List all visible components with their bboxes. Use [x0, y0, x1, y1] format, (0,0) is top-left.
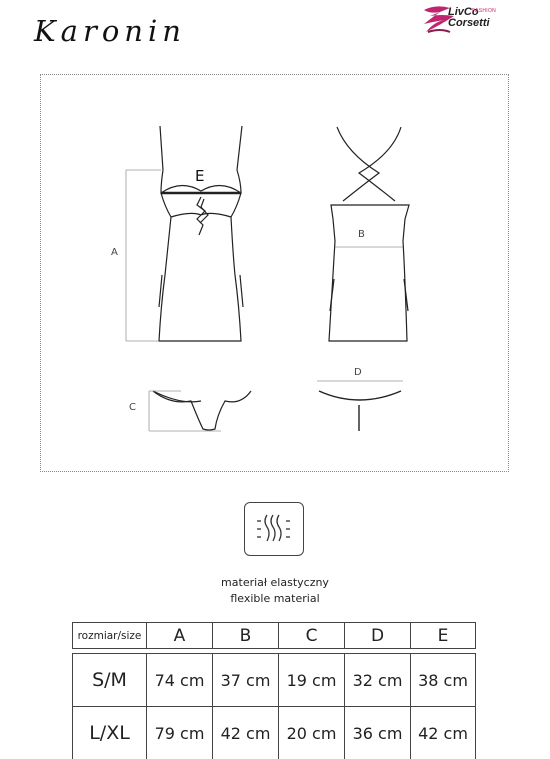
logo-text-corsetti: Corsetti — [448, 17, 490, 29]
garment-sketch — [41, 75, 510, 473]
material-label-pl: materiał elastyczny — [221, 576, 329, 589]
size-cell: L/XL — [72, 706, 146, 759]
dimension-a — [126, 170, 161, 341]
value-cell: 32 cm — [344, 653, 410, 706]
column-header-a: A — [146, 622, 212, 649]
value-cell: 38 cm — [410, 653, 476, 706]
value-cell: 79 cm — [146, 706, 212, 759]
column-header-d: D — [344, 622, 410, 649]
value-cell: 37 cm — [212, 653, 278, 706]
column-header-e: E — [410, 622, 476, 649]
column-header-b: B — [212, 622, 278, 649]
value-cell: 42 cm — [212, 706, 278, 759]
thong-front-sketch — [153, 391, 251, 430]
value-cell: 74 cm — [146, 653, 212, 706]
size-cell: S/M — [72, 653, 146, 706]
value-cell: 36 cm — [344, 706, 410, 759]
size-table-header — [72, 622, 476, 649]
dimension-label-c: C — [129, 402, 136, 413]
dimension-label-a: A — [111, 247, 118, 258]
brand-logo — [420, 2, 530, 40]
thong-back-sketch — [319, 391, 401, 431]
logo-text-fashion: FASHION — [472, 8, 497, 14]
front-chemise-sketch — [159, 126, 243, 341]
value-cell: 42 cm — [410, 706, 476, 759]
value-cell: 20 cm — [278, 706, 344, 759]
table-row — [72, 653, 476, 706]
table-row — [72, 706, 476, 759]
dimension-label-e: E — [195, 167, 205, 185]
dimension-c — [149, 391, 221, 431]
dimension-label-d: D — [354, 367, 362, 378]
product-name: Karonin — [34, 14, 186, 48]
back-chemise-sketch — [329, 127, 409, 341]
stretch-fabric-icon — [244, 502, 304, 556]
technical-drawing — [40, 74, 509, 472]
column-header-c: C — [278, 622, 344, 649]
corner-label: rozmiar/size — [72, 622, 146, 649]
logo-text-livco: LivCo — [448, 6, 479, 18]
dimension-label-b: B — [358, 229, 365, 240]
material-label-en: flexible material — [230, 592, 320, 605]
size-table — [72, 622, 476, 759]
value-cell: 19 cm — [278, 653, 344, 706]
